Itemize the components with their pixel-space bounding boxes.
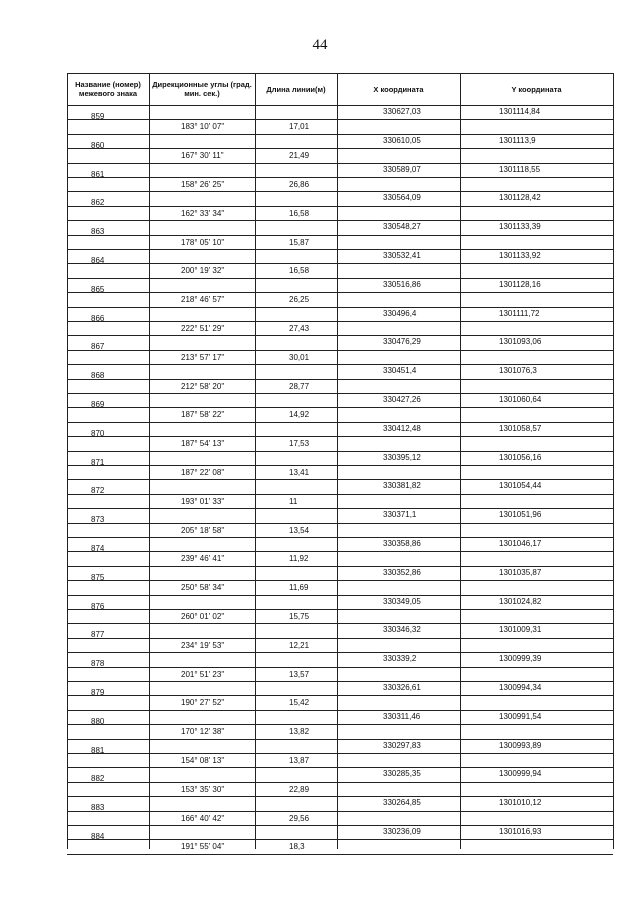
table-row-line — [67, 436, 613, 437]
point-y-coordinate: 1301009,31 — [499, 625, 542, 635]
header-length: Длина линии(м) — [266, 84, 326, 94]
segment-angle: 218° 46' 57" — [181, 295, 225, 305]
table-row-line — [67, 379, 613, 380]
point-name: 881 — [91, 745, 105, 755]
header-angles: Дирекционные углы (град. мин. сек.) — [152, 80, 252, 98]
table-row-line — [67, 148, 613, 149]
table-row-line — [67, 796, 613, 797]
table-row-line — [67, 422, 613, 423]
segment-length: 29,56 — [289, 813, 310, 823]
table-row-line — [67, 407, 613, 408]
point-x-coordinate: 330381,82 — [383, 481, 421, 491]
point-y-coordinate: 1301133,92 — [499, 251, 541, 260]
point-x-coordinate: 330427,26 — [383, 395, 421, 404]
table-row-line — [67, 609, 613, 610]
point-y-coordinate: 1301114,84 — [499, 107, 541, 116]
segment-angle: 154° 08' 13" — [181, 756, 225, 765]
table-row-line — [67, 854, 613, 855]
table-row-line — [67, 652, 613, 653]
segment-angle: 183° 10' 07" — [181, 122, 225, 132]
segment-angle: 166° 40' 42" — [181, 813, 225, 823]
table-row-line — [67, 695, 613, 696]
point-x-coordinate: 330236,09 — [383, 827, 421, 836]
point-x-coordinate: 330564,09 — [383, 193, 421, 203]
point-y-coordinate: 1301016,93 — [499, 827, 542, 836]
point-x-coordinate: 330548,27 — [383, 222, 421, 232]
point-y-coordinate: 1301051,96 — [499, 510, 542, 520]
point-y-coordinate: 1301035,87 — [499, 567, 542, 577]
segment-length: 15,75 — [289, 612, 310, 621]
table-row-line — [67, 494, 613, 495]
segment-angle: 162° 33' 34" — [181, 208, 225, 218]
segment-angle: 213° 57' 17" — [181, 352, 225, 362]
table-row-line — [67, 451, 613, 452]
segment-length: 17,01 — [289, 122, 310, 132]
table-row-line — [67, 580, 613, 581]
segment-angle: 250° 58' 34" — [181, 583, 225, 593]
table-row-line — [67, 566, 613, 567]
table-row-line — [67, 177, 613, 178]
point-y-coordinate: 1301010,12 — [499, 798, 542, 808]
table-row-line — [67, 537, 613, 538]
point-x-coordinate: 330496,4 — [383, 308, 417, 318]
segment-angle: 158° 26' 25" — [181, 180, 225, 189]
table-row-line — [67, 321, 613, 322]
segment-angle: 234° 19' 53" — [181, 640, 225, 650]
table-row-line — [67, 667, 613, 668]
segment-length: 13,57 — [289, 669, 310, 679]
table-row-line — [67, 465, 613, 466]
segment-length: 11 — [289, 496, 298, 506]
table-row-line — [67, 710, 613, 711]
segment-length: 12,21 — [289, 640, 310, 650]
table-row-line — [67, 263, 613, 264]
segment-length: 18,3 — [289, 842, 305, 852]
table-row-line — [67, 105, 613, 106]
segment-length: 27,43 — [289, 324, 310, 333]
page-number: 44 — [312, 37, 328, 53]
point-name: 880 — [91, 716, 105, 726]
segment-length: 17,53 — [289, 439, 310, 449]
point-y-coordinate: 1301113,9 — [499, 135, 536, 145]
table-row-line — [67, 479, 613, 480]
point-name: 884 — [91, 832, 105, 841]
table-row-line — [67, 235, 613, 236]
point-name: 859 — [91, 112, 105, 121]
table-row-line — [67, 508, 613, 509]
table-row-line — [67, 782, 613, 783]
table-row-line — [67, 523, 613, 524]
segment-angle: 212° 58' 20" — [181, 381, 225, 391]
segment-angle: 193° 01' 33" — [181, 496, 225, 506]
point-x-coordinate: 330346,32 — [383, 625, 421, 635]
point-name: 864 — [91, 256, 105, 265]
table-column-line — [613, 73, 614, 849]
table-row-line — [67, 335, 613, 336]
point-x-coordinate: 330264,85 — [383, 798, 421, 808]
point-name: 865 — [91, 284, 105, 294]
table-row-line — [67, 278, 613, 279]
point-x-coordinate: 330339,2 — [383, 654, 417, 664]
segment-angle: 170° 12' 38" — [181, 727, 225, 737]
point-y-coordinate: 1301060,64 — [499, 395, 542, 404]
table-row-line — [67, 753, 613, 754]
point-x-coordinate: 330610,05 — [383, 135, 421, 145]
table-row-line — [67, 724, 613, 725]
segment-length: 28,77 — [289, 381, 310, 391]
segment-length: 22,89 — [289, 784, 310, 794]
header-x: X координата — [373, 84, 424, 94]
point-x-coordinate: 330326,61 — [383, 683, 421, 692]
header-name: Название (номер) межевого знака — [75, 80, 141, 98]
table-row-line — [67, 134, 613, 135]
point-name: 862 — [91, 198, 105, 208]
table-column-line — [337, 73, 338, 849]
segment-angle: 187° 54' 13" — [181, 439, 225, 449]
segment-angle: 205° 18' 58" — [181, 525, 225, 535]
segment-angle: 191° 55' 04" — [181, 842, 225, 852]
point-y-coordinate: 1300999,94 — [499, 769, 542, 779]
point-x-coordinate: 330349,05 — [383, 596, 421, 606]
segment-angle: 190° 27' 52" — [181, 698, 225, 708]
point-x-coordinate: 330589,07 — [383, 164, 421, 174]
segment-length: 21,49 — [289, 151, 310, 161]
point-y-coordinate: 1301058,57 — [499, 423, 542, 433]
table-row-line — [67, 364, 613, 365]
segment-angle: 260° 01' 02" — [181, 612, 225, 621]
table-column-line — [149, 73, 150, 849]
segment-angle: 153° 35' 30" — [181, 784, 225, 794]
point-y-coordinate: 1301118,55 — [499, 164, 541, 174]
segment-angle: 239° 46' 41" — [181, 554, 225, 564]
point-x-coordinate: 330297,83 — [383, 740, 421, 750]
point-name: 869 — [91, 400, 105, 409]
point-x-coordinate: 330371,1 — [383, 510, 417, 520]
table-row-line — [67, 638, 613, 639]
point-x-coordinate: 330412,48 — [383, 423, 421, 433]
point-y-coordinate: 1301054,44 — [499, 481, 542, 491]
point-name: 876 — [91, 601, 105, 611]
header-y: Y координата — [511, 84, 562, 94]
segment-length: 14,92 — [289, 410, 310, 420]
point-y-coordinate: 1301133,39 — [499, 222, 541, 232]
segment-length: 26,86 — [289, 180, 310, 189]
point-y-coordinate: 1300993,89 — [499, 740, 542, 750]
table-row-line — [67, 595, 613, 596]
table-row-line — [67, 163, 613, 164]
table-row-line — [67, 206, 613, 207]
segment-length: 13,82 — [289, 727, 310, 737]
table-row-line — [67, 119, 613, 120]
segment-length: 15,42 — [289, 698, 310, 708]
segment-length: 26,25 — [289, 295, 310, 305]
point-x-coordinate: 330285,35 — [383, 769, 421, 779]
segment-length: 15,87 — [289, 237, 310, 247]
point-y-coordinate: 1300999,39 — [499, 654, 542, 664]
point-name: 863 — [91, 227, 105, 237]
point-y-coordinate: 1301128,42 — [499, 193, 541, 203]
point-y-coordinate: 1300991,54 — [499, 711, 542, 721]
point-name: 861 — [91, 169, 105, 179]
point-name: 874 — [91, 544, 105, 553]
segment-length: 13,87 — [289, 756, 310, 765]
point-name: 866 — [91, 313, 105, 323]
point-name: 860 — [91, 140, 105, 150]
table-row-line — [67, 350, 613, 351]
segment-angle: 187° 22' 08" — [181, 468, 225, 477]
point-name: 877 — [91, 630, 105, 640]
segment-angle: 200° 19' 32" — [181, 266, 225, 276]
table-row-line — [67, 681, 613, 682]
point-y-coordinate: 1300994,34 — [499, 683, 542, 692]
point-y-coordinate: 1301024,82 — [499, 596, 542, 606]
table-row-line — [67, 767, 613, 768]
point-name: 872 — [91, 486, 105, 496]
table-column-line — [255, 73, 256, 849]
segment-length: 13,54 — [289, 525, 310, 535]
table-row-line — [67, 393, 613, 394]
point-y-coordinate: 1301128,16 — [499, 279, 541, 289]
point-name: 868 — [91, 371, 105, 381]
point-y-coordinate: 1301111,72 — [499, 308, 540, 318]
segment-length: 11,92 — [289, 554, 309, 564]
coordinates-table — [67, 73, 613, 852]
table-row-line — [67, 307, 613, 308]
segment-length: 13,41 — [289, 468, 310, 477]
table-row-line — [67, 551, 613, 552]
point-x-coordinate: 330395,12 — [383, 452, 421, 462]
point-name: 871 — [91, 457, 105, 467]
table-row-line — [67, 220, 613, 221]
table-row-line — [67, 292, 613, 293]
segment-length: 16,58 — [289, 266, 310, 276]
point-x-coordinate: 330627,03 — [383, 107, 421, 116]
point-name: 870 — [91, 428, 105, 438]
table-row-line — [67, 249, 613, 250]
point-name: 878 — [91, 659, 105, 669]
point-x-coordinate: 330358,86 — [383, 539, 421, 548]
segment-length: 30,01 — [289, 352, 310, 362]
point-y-coordinate: 1301046,17 — [499, 539, 542, 548]
table-row-line — [67, 623, 613, 624]
segment-angle: 178° 05' 10" — [181, 237, 225, 247]
segment-length: 16,58 — [289, 208, 310, 218]
table-row-line — [67, 739, 613, 740]
table-row-line — [67, 825, 613, 826]
segment-length: 11,69 — [289, 583, 309, 593]
point-y-coordinate: 1301056,16 — [499, 452, 542, 462]
point-name: 873 — [91, 515, 105, 525]
table-row-line — [67, 811, 613, 812]
table-row-line — [67, 73, 613, 74]
point-name: 875 — [91, 572, 105, 582]
point-x-coordinate: 330476,29 — [383, 337, 421, 347]
table-row-line — [67, 191, 613, 192]
point-x-coordinate: 330311,46 — [383, 711, 421, 721]
point-name: 879 — [91, 688, 105, 697]
point-name: 882 — [91, 774, 105, 784]
point-name: 883 — [91, 803, 105, 813]
point-name: 867 — [91, 342, 105, 352]
table-column-line — [67, 73, 68, 849]
segment-angle: 201° 51' 23" — [181, 669, 225, 679]
point-x-coordinate: 330352,86 — [383, 567, 421, 577]
point-x-coordinate: 330451,4 — [383, 366, 417, 376]
point-x-coordinate: 330516,86 — [383, 279, 421, 289]
segment-angle: 222° 51' 29" — [181, 324, 225, 333]
segment-angle: 187° 58' 22" — [181, 410, 225, 420]
point-x-coordinate: 330532,41 — [383, 251, 421, 260]
point-y-coordinate: 1301093,06 — [499, 337, 542, 347]
segment-angle: 167° 30' 11" — [181, 151, 224, 161]
table-row-line — [67, 839, 613, 840]
point-y-coordinate: 1301076,3 — [499, 366, 537, 376]
table-column-line — [460, 73, 461, 849]
